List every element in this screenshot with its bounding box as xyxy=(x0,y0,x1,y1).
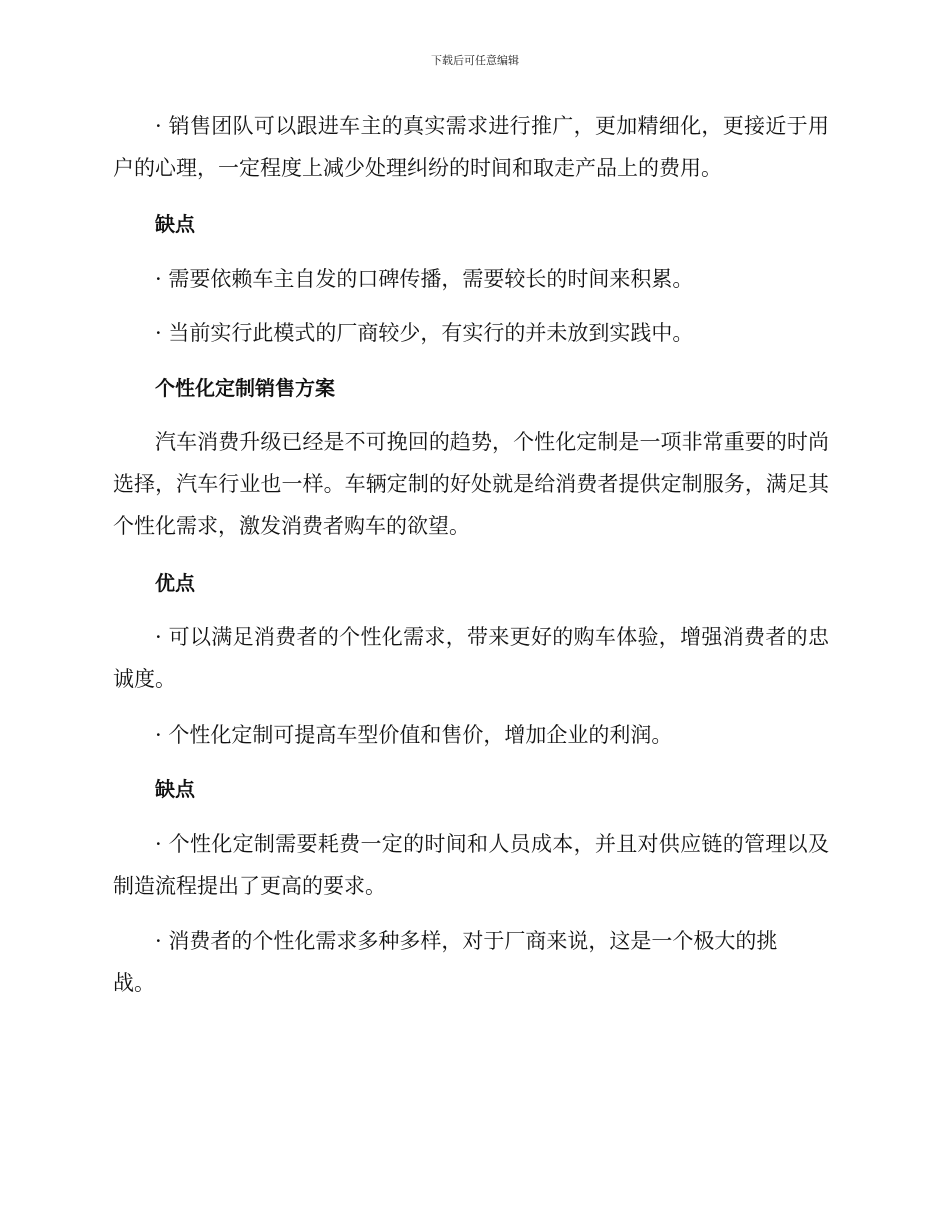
section-heading: 个性化定制销售方案 xyxy=(155,376,335,400)
section-heading: 缺点 xyxy=(155,777,195,801)
page-header: 下载后可任意编辑 xyxy=(431,54,519,67)
section-heading: 缺点 xyxy=(155,212,195,236)
bullet-paragraph: · 销售团队可以跟进车主的真实需求进行推广，更加精细化，更接近于用户的心理，一定程度上减少处理纠纷的时间和取走产品上的费用。 xyxy=(113,114,829,180)
bullet-paragraph: · 需要依赖车主自发的口碑传播，需要较长的时间来积累。 xyxy=(155,267,694,291)
section-heading: 优点 xyxy=(155,571,195,595)
bullet-paragraph: · 个性化定制可提高车型价值和售价，增加企业的利润。 xyxy=(155,723,673,747)
bullet-paragraph: · 可以满足消费者的个性化需求，带来更好的购车体验，增强消费者的忠诚度。 xyxy=(113,625,829,691)
bullet-paragraph: · 当前实行此模式的厂商较少，有实行的并未放到实践中。 xyxy=(155,321,694,345)
bullet-paragraph: · 个性化定制需要耗费一定的时间和人员成本，并且对供应链的管理以及制造流程提出了更高的要求。 xyxy=(113,832,829,898)
body-paragraph: 汽车消费升级已经是不可挽回的趋势，个性化定制是一项非常重要的时尚选择，汽车行业也一样。车辆定制的好处就是给消费者提供定制服务，满足其个性化需求，激发消费者购车的欲望。 xyxy=(113,430,829,538)
bullet-paragraph: · 消费者的个性化需求多种多样，对于厂商来说，这是一个极大的挑战。 xyxy=(113,929,778,995)
